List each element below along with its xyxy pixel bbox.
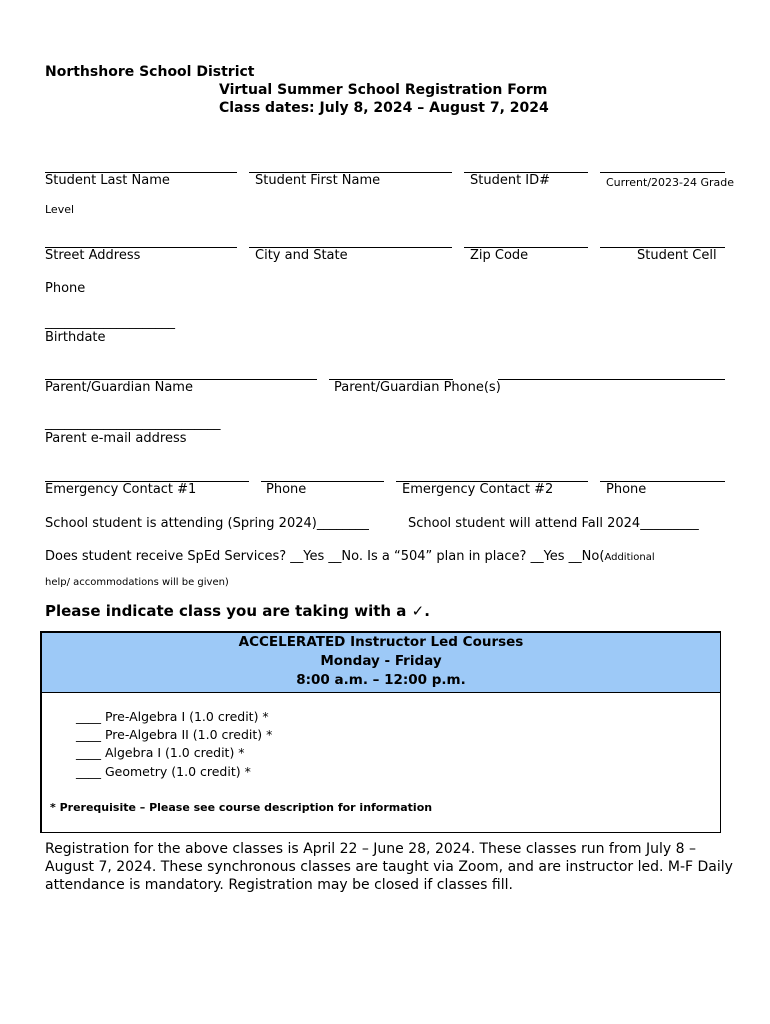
prerequisite-note: * Prerequisite – Please see course description for information <box>50 801 433 814</box>
student-first-name-label: Student First Name <box>255 173 381 188</box>
parent-phone-line-2[interactable] <box>498 379 725 380</box>
course-geometry[interactable]: ____ Geometry (1.0 credit) * <box>76 764 251 779</box>
city-state-label: City and State <box>255 248 348 263</box>
sped-question-text: Does student receive SpEd Services? __Yes __No. Is a “504” plan in place? __Yes __No( <box>45 549 605 564</box>
emergency-contact-1-label: Emergency Contact #1 <box>45 482 197 497</box>
grade-label: Current/2023-24 Grade <box>606 176 735 189</box>
sped-question-small: Additional <box>604 552 655 563</box>
course-box-days: Monday - Friday <box>320 653 442 669</box>
course-box <box>40 631 721 833</box>
birthdate-label: Birthdate <box>45 330 106 345</box>
parent-email-label: Parent e-mail address <box>45 431 187 446</box>
parent-phone-label: Parent/Guardian Phone(s) <box>334 380 501 395</box>
emergency-phone-2-label: Phone <box>606 482 647 497</box>
class-dates: Class dates: July 8, 2024 – August 7, 2024 <box>219 100 549 116</box>
course-box-time: 8:00 a.m. – 12:00 p.m. <box>296 672 466 688</box>
birthdate-line[interactable]: ____________________ <box>45 315 175 330</box>
district-name: Northshore School District <box>45 64 255 80</box>
school-fall-field[interactable]: School student will attend Fall 2024_________ <box>408 516 699 531</box>
zip-code-label: Zip Code <box>470 248 529 263</box>
course-algebra-1[interactable]: ____ Algebra I (1.0 credit) * <box>76 745 245 760</box>
parent-name-label: Parent/Guardian Name <box>45 380 193 395</box>
form-title: Virtual Summer School Registration Form <box>219 82 548 98</box>
course-pre-algebra-1[interactable]: ____ Pre-Algebra I (1.0 credit) * <box>76 709 269 724</box>
student-cell-label-wrap: Phone <box>45 281 86 296</box>
student-last-name-label: Student Last Name <box>45 173 170 188</box>
sped-question-wrap: help/ accommodations will be given) <box>45 577 229 588</box>
course-box-title: ACCELERATED Instructor Led Courses <box>238 634 524 650</box>
registration-info-paragraph: Registration for the above classes is April 22 – June 28, 2024. These classes run from July 8 – August 7, 2024. These synchronous classes are taught via Zoom, and are instructor led. M-F Daily attendance is mandatory. Registration may be closed if classes fill. <box>45 841 733 893</box>
school-attending-field[interactable]: School student is attending (Spring 2024)________ <box>45 516 369 531</box>
class-instruction: Please indicate class you are taking with a ✓. <box>45 602 430 620</box>
emergency-contact-2-label: Emergency Contact #2 <box>402 482 554 497</box>
student-id-label: Student ID# <box>470 173 551 188</box>
parent-email-line[interactable]: ___________________________ <box>45 416 221 431</box>
course-box-header <box>42 633 720 693</box>
grade-line[interactable] <box>600 172 725 173</box>
student-cell-label: Student Cell <box>637 248 717 263</box>
emergency-phone-1-label: Phone <box>266 482 307 497</box>
sped-question[interactable] <box>45 549 655 564</box>
grade-label-wrap: Level <box>45 203 75 216</box>
street-address-label: Street Address <box>45 248 141 263</box>
course-pre-algebra-2[interactable]: ____ Pre-Algebra II (1.0 credit) * <box>76 727 273 742</box>
